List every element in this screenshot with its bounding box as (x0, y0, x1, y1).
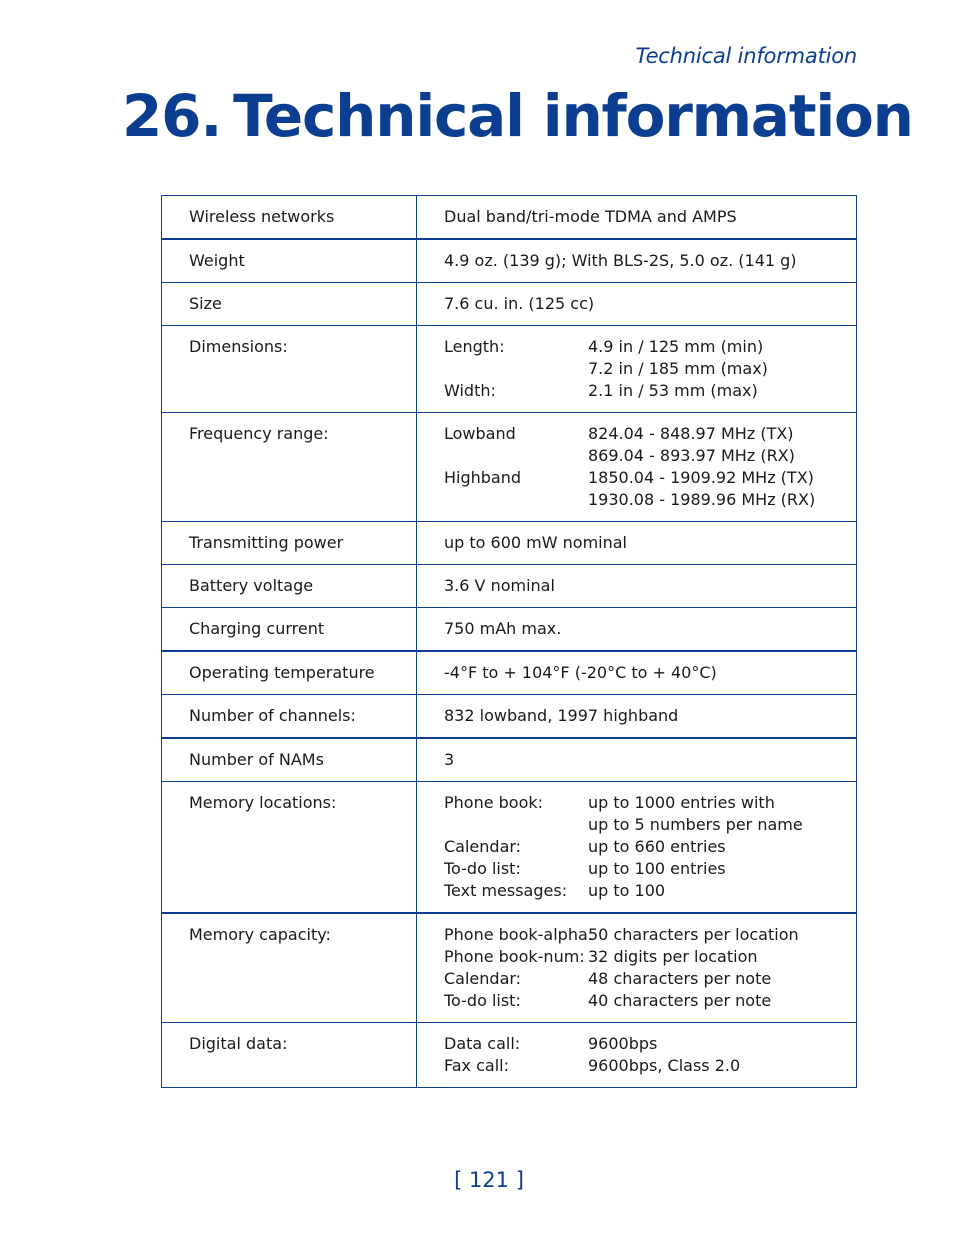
sub-key: To-do list: (444, 991, 521, 1010)
memory-locations-grid (444, 792, 846, 902)
sub-key-empty (444, 445, 588, 467)
sub-value: 824.04 - 848.97 MHz (TX) (588, 424, 794, 443)
spec-label: Memory locations: (162, 782, 417, 914)
table-row (162, 695, 857, 739)
spec-value: 3.6 V nominal (417, 565, 857, 608)
sub-value: up to 100 (588, 881, 666, 900)
table-row (162, 565, 857, 608)
spec-label: Dimensions: (162, 326, 417, 413)
spec-value (417, 1023, 857, 1088)
sub-value: up to 5 numbers per name (588, 815, 803, 834)
table-row (162, 413, 857, 522)
memory-capacity-grid (444, 924, 846, 1012)
spec-value: 4.9 oz. (139 g); With BLS-2S, 5.0 oz. (141 g) (417, 239, 857, 283)
sub-key-empty (444, 489, 588, 511)
sub-key: Calendar: (444, 837, 522, 856)
sub-key: Length: (444, 337, 505, 356)
sub-value: 40 characters per note (588, 991, 772, 1010)
table-row (162, 1023, 857, 1088)
digital-data-grid (444, 1033, 846, 1077)
spec-value: 832 lowband, 1997 highband (417, 695, 857, 739)
table-row (162, 738, 857, 782)
table-row (162, 651, 857, 695)
spec-label: Size (162, 283, 417, 326)
spec-table (161, 195, 857, 1088)
spec-value (417, 913, 857, 1023)
spec-label: Number of channels: (162, 695, 417, 739)
spec-label: Frequency range: (162, 413, 417, 522)
sub-value: up to 100 entries (588, 859, 726, 878)
spec-label: Number of NAMs (162, 738, 417, 782)
sub-value: 2.1 in / 53 mm (max) (588, 381, 758, 400)
table-row (162, 782, 857, 914)
sub-key: Lowband (444, 424, 516, 443)
sub-key: Calendar: (444, 969, 522, 988)
frequency-grid (444, 423, 846, 511)
sub-key-empty (444, 814, 588, 836)
table-row (162, 283, 857, 326)
table-row (162, 913, 857, 1023)
sub-key: Highband (444, 468, 522, 487)
sub-value: 9600bps (588, 1034, 658, 1053)
spec-value (417, 782, 857, 914)
chapter-number: 26. (122, 82, 222, 150)
sub-value: 50 characters per location (588, 925, 799, 944)
sub-value: 4.9 in / 125 mm (min) (588, 337, 764, 356)
sub-value: 7.2 in / 185 mm (max) (588, 359, 768, 378)
spec-value: up to 600 mW nominal (417, 522, 857, 565)
spec-value (417, 326, 857, 413)
spec-label: Digital data: (162, 1023, 417, 1088)
sub-key: Phone book-num: (444, 947, 585, 966)
spec-value: 3 (417, 738, 857, 782)
spec-label: Wireless networks (162, 196, 417, 240)
sub-key-empty (444, 358, 588, 380)
sub-value: 1930.08 - 1989.96 MHz (RX) (588, 490, 816, 509)
sub-value: 869.04 - 893.97 MHz (RX) (588, 446, 795, 465)
spec-value (417, 413, 857, 522)
sub-key: Data call: (444, 1034, 521, 1053)
sub-value: 32 digits per location (588, 947, 758, 966)
spec-value: -4°F to + 104°F (-20°C to + 40°C) (417, 651, 857, 695)
table-row (162, 522, 857, 565)
page-number: [ 121 ] (454, 1168, 524, 1192)
spec-label: Battery voltage (162, 565, 417, 608)
running-header: Technical information (635, 44, 857, 68)
table-row (162, 196, 857, 240)
spec-value: 750 mAh max. (417, 608, 857, 652)
spec-label: Weight (162, 239, 417, 283)
sub-key: Text messages: (444, 881, 568, 900)
sub-key: Fax call: (444, 1056, 509, 1075)
spec-label: Charging current (162, 608, 417, 652)
sub-value: 1850.04 - 1909.92 MHz (TX) (588, 468, 814, 487)
sub-key: Phone book: (444, 793, 544, 812)
chapter-title (122, 82, 913, 150)
spec-value: 7.6 cu. in. (125 cc) (417, 283, 857, 326)
spec-label: Operating temperature (162, 651, 417, 695)
table-row (162, 608, 857, 652)
sub-value: 48 characters per note (588, 969, 772, 988)
sub-value: up to 1000 entries with (588, 793, 775, 812)
table-row (162, 326, 857, 413)
spec-label: Transmitting power (162, 522, 417, 565)
dimensions-grid (444, 336, 846, 402)
chapter-title-text: Technical information (233, 82, 913, 150)
sub-key: Width: (444, 381, 496, 400)
table-row (162, 239, 857, 283)
sub-key: Phone book-alpha: (444, 925, 594, 944)
spec-label: Memory capacity: (162, 913, 417, 1023)
sub-value: 9600bps, Class 2.0 (588, 1056, 741, 1075)
spec-value: Dual band/tri-mode TDMA and AMPS (417, 196, 857, 240)
sub-value: up to 660 entries (588, 837, 726, 856)
sub-key: To-do list: (444, 859, 521, 878)
